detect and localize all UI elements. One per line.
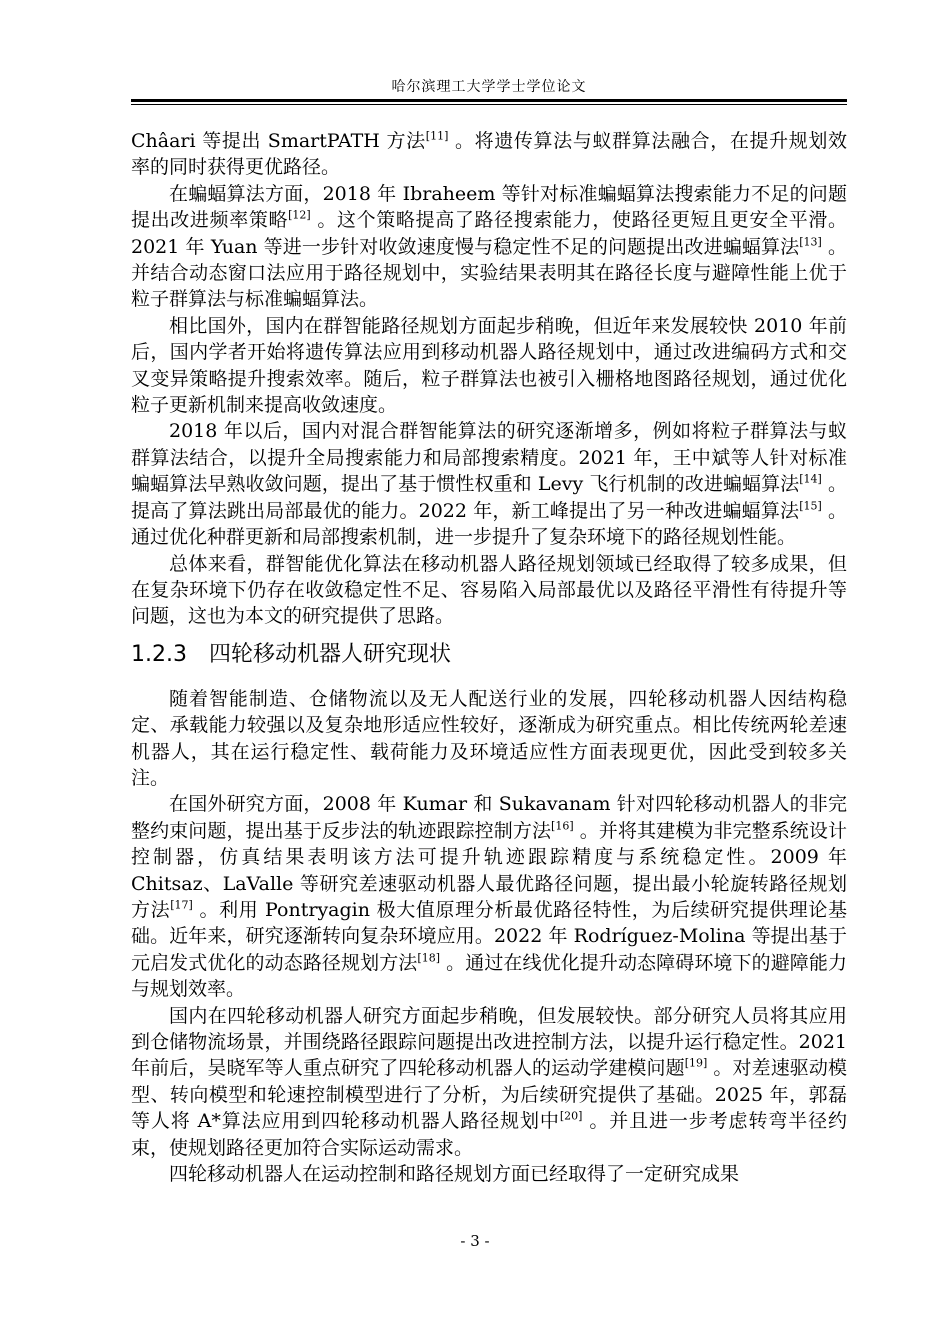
paragraph-text: 。并且进一步考虑转弯半径约束，使规划路径更加符合实际运动需求。 <box>131 1110 847 1159</box>
paragraph-text: 四轮移动机器人在运动控制和路径规划方面已经取得了一定研究成果 <box>169 1163 740 1186</box>
paragraph-text: 随着智能制造、仓储物流以及无人配送行业的发展，四轮移动机器人因结构稳定、承载能力较强以及复杂地形适应性较好，逐渐成为研究重点。相比传统两轮差速机器人，其在运行稳定性、载荷能力及环境适应性方面表现更优，因此受到较多关注。 <box>131 687 847 789</box>
paragraph-text: 。并将其建模为非完整系统设计控制器，仿真结果表明该方法可提升轨迹跟踪精度与系统稳定性。2009 年 Chitsaz、LaValle 等研究差速驱动机器人最优路径问题，提出最小轮旋转路径规划方法 <box>131 819 847 921</box>
paragraph <box>131 313 847 419</box>
paragraph-text: 。提高了算法跳出局部最优的能力。2022 年，新工峰提出了另一种改进蝙蝠算法 <box>131 473 847 522</box>
paragraph-text: 在国外研究方面，2008 年 Kumar 和 Sukavanam 针对四轮移动机器人的非完整约束问题，提出基于反步法的轨迹跟踪控制方法 <box>131 793 847 842</box>
header-rule-thin <box>131 104 847 105</box>
section-heading <box>131 640 847 670</box>
paragraph-text: 。对差速驱动模型、转向模型和轮速控制模型进行了分析，为后续研究提供了基础。2025 年，郭磊等人将 A*算法应用到四轮移动机器人路径规划中 <box>131 1057 847 1133</box>
paragraph <box>131 181 847 313</box>
page-number: - 3 - <box>460 1232 490 1250</box>
paragraph-group-1 <box>131 128 847 630</box>
citation-marker: [18] <box>417 951 440 965</box>
citation-marker: [15] <box>799 499 822 513</box>
paragraph <box>131 128 847 181</box>
paragraph <box>131 551 847 630</box>
paragraph-text: 。通过优化种群更新和局部搜索机制，进一步提升了复杂环境下的路径规划性能。 <box>131 499 847 549</box>
paragraph <box>131 686 847 792</box>
body-text <box>131 128 847 1187</box>
section-title: 四轮移动机器人研究现状 <box>209 641 452 667</box>
paragraph-text: 。通过在线优化提升动态障碍环境下的避障能力与规划效率。 <box>131 951 847 1001</box>
citation-marker: [17] <box>170 898 193 912</box>
citation-marker: [13] <box>799 235 822 249</box>
paragraph-text: 在蝙蝠算法方面，2018 年 Ibraheem 等针对标准蝙蝠算法搜索能力不足的问题提出改进频率策略 <box>131 182 847 232</box>
paragraph-text: Châari 等提出 SmartPATH 方法 <box>131 130 426 152</box>
section-number: 1.2.3 <box>131 641 187 667</box>
paragraph-text: 。并结合动态窗口法应用于路径规划中，实验结果表明其在路径长度与避障性能上优于粒子群算法与标准蝙蝠算法。 <box>131 235 847 311</box>
paragraph <box>131 418 847 550</box>
citation-marker: [12] <box>288 208 311 222</box>
paragraph <box>131 1003 847 1161</box>
header-rule-thick <box>131 99 847 102</box>
paragraph-text: 。将遗传算法与蚁群算法融合，在提升规划效率的同时获得更优路径。 <box>131 130 847 179</box>
paragraph-text: 2018 年以后，国内对混合群智能算法的研究逐渐增多，例如将粒子群算法与蚁群算法结合，以提升全局搜索能力和局部搜索精度。2021 年，王中斌等人针对标准蝙蝠算法早熟收敛问题，提出了基于惯性权重和 Levy 飞行机制的改进蝙蝠算法 <box>131 420 847 496</box>
paragraph-group-2 <box>131 686 847 1188</box>
paragraph-text: 国内在四轮移动机器人研究方面起步稍晚，但发展较快。部分研究人员将其应用到仓储物流场景，并围绕路径跟踪问题提出改进控制方法，以提升运行稳定性。2021 年前后，吴晓军等人重点研究了四轮移动机器人的运动学建模问题 <box>131 1004 847 1080</box>
paragraph <box>131 1161 847 1187</box>
citation-marker: [14] <box>799 472 822 486</box>
citation-marker: [16] <box>551 819 574 833</box>
citation-marker: [19] <box>684 1057 708 1071</box>
paragraph <box>131 791 847 1002</box>
citation-marker: [11] <box>425 129 449 143</box>
paragraph-text: 相比国外，国内在群智能路径规划方面起步稍晚，但近年来发展较快 2010 年前后，国内学者开始将遗传算法应用到移动机器人路径规划中，通过改进编码方式和交叉变异策略提升搜索效率。随后，粒子群算法也被引入栅格地图路径规划，通过优化粒子更新机制来提高收敛速度。 <box>131 314 847 417</box>
citation-marker: [20] <box>559 1109 583 1123</box>
paragraph-text: 。利用 Pontryagin 极大值原理分析最优路径特性，为后续研究提供理论基础。近年来，研究逐渐转向复杂环境应用。2022 年 Rodríguez-Molina 等提出基于元启发式优化的动态路径规划方法 <box>131 898 847 974</box>
running-header: 哈尔滨理工大学学士学位论文 <box>391 79 587 95</box>
paragraph-text: 总体来看，群智能优化算法在移动机器人路径规划领域已经取得了较多成果，但在复杂环境下仍存在收敛稳定性不足、容易陷入局部最优以及路径平滑性有待提升等问题，这也为本文的研究提供了思路。 <box>131 552 847 628</box>
paragraph-text: 。这个策略提高了路径搜索能力，使路径更短且更安全平滑。2021 年 Yuan 等进一步针对收敛速度慢与稳定性不足的问题提出改进蝙蝠算法 <box>131 209 847 258</box>
